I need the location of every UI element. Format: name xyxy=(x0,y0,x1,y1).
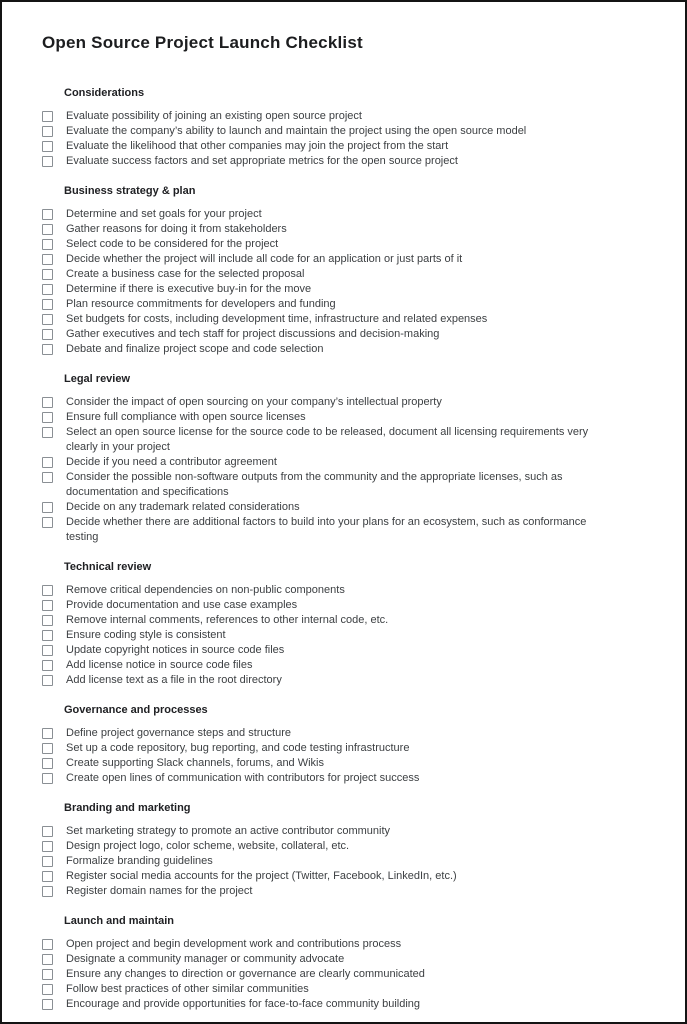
checklist-item-label: Set up a code repository, bug reporting, and code testing infrastructure xyxy=(66,742,410,754)
checklist-item-label: Open project and begin development work and contributions process xyxy=(66,938,402,950)
checklist-item xyxy=(42,124,621,139)
checklist-item xyxy=(42,139,621,154)
checkbox[interactable] xyxy=(42,856,53,867)
checkbox[interactable] xyxy=(42,615,53,626)
checklist-item-label: Determine if there is executive buy-in for the move xyxy=(66,283,312,295)
checklist-item xyxy=(42,297,621,312)
checklist-section xyxy=(42,802,621,899)
checklist-item-label: Ensure any changes to direction or governance are clearly communicated xyxy=(66,968,425,980)
checklist-item xyxy=(42,824,621,839)
checkbox[interactable] xyxy=(42,344,53,355)
checkbox[interactable] xyxy=(42,517,53,528)
checklist-item-label: Consider the possible non-software outputs from the community and the appropriate licenses, such as documentation and specifications xyxy=(66,471,563,498)
checkbox[interactable] xyxy=(42,969,53,980)
checkbox[interactable] xyxy=(42,743,53,754)
checklist-item xyxy=(42,613,621,628)
checkbox[interactable] xyxy=(42,412,53,423)
checklist-item xyxy=(42,937,621,952)
checkbox[interactable] xyxy=(42,224,53,235)
checklist-item-label: Decide whether there are additional factors to build into your plans for an ecosystem, such as conformance testing xyxy=(66,516,587,543)
checkbox[interactable] xyxy=(42,728,53,739)
checklist-item xyxy=(42,327,621,342)
checklist-item-label: Follow best practices of other similar communities xyxy=(66,983,309,995)
checkbox[interactable] xyxy=(42,630,53,641)
checklist-item xyxy=(42,982,621,997)
checkbox[interactable] xyxy=(42,314,53,325)
checkbox[interactable] xyxy=(42,841,53,852)
checklist-item xyxy=(42,207,621,222)
checklist-item-label: Create open lines of communication with contributors for project success xyxy=(66,772,420,784)
checklist-section xyxy=(42,561,621,688)
checklist-item-label: Evaluate the likelihood that other companies may join the project from the start xyxy=(66,140,449,152)
checklist-item-label: Create a business case for the selected proposal xyxy=(66,268,305,280)
checklist-item-label: Register social media accounts for the project (Twitter, Facebook, LinkedIn, etc.) xyxy=(66,870,457,882)
checklist-section xyxy=(42,87,621,169)
checkbox[interactable] xyxy=(42,645,53,656)
checklist-item-label: Ensure coding style is consistent xyxy=(66,629,226,641)
checkbox[interactable] xyxy=(42,826,53,837)
section-heading: Technical review xyxy=(64,561,152,573)
checklist-item xyxy=(42,312,621,327)
checklist-item-label: Determine and set goals for your project xyxy=(66,208,262,220)
checkbox[interactable] xyxy=(42,886,53,897)
checklist-item-label: Evaluate success factors and set appropriate metrics for the open source project xyxy=(66,155,458,167)
checklist-item-label: Evaluate the company’s ability to launch and maintain the project using the open source model xyxy=(66,125,527,137)
checkbox[interactable] xyxy=(42,126,53,137)
checklist-item xyxy=(42,884,621,899)
checklist-item-label: Decide if you need a contributor agreement xyxy=(66,456,277,468)
checkbox[interactable] xyxy=(42,457,53,468)
checklist-item-label: Debate and finalize project scope and code selection xyxy=(66,343,324,355)
checkbox[interactable] xyxy=(42,871,53,882)
checklist-item-label: Set marketing strategy to promote an active contributor community xyxy=(66,825,391,837)
checklist-item xyxy=(42,154,621,169)
section-heading: Legal review xyxy=(64,373,131,385)
section-heading: Launch and maintain xyxy=(64,915,175,927)
checklist-item xyxy=(42,583,621,598)
checklist-item-label: Select code to be considered for the project xyxy=(66,238,279,250)
checklist-item xyxy=(42,741,621,756)
checklist-item xyxy=(42,628,621,643)
checklist-item-label: Design project logo, color scheme, website, collateral, etc. xyxy=(66,840,350,852)
checklist-item xyxy=(42,771,621,786)
section-heading: Governance and processes xyxy=(64,704,208,716)
checkbox[interactable] xyxy=(42,984,53,995)
page-title: Open Source Project Launch Checklist xyxy=(42,33,363,52)
checklist-item-label: Gather executives and tech staff for project discussions and decision-making xyxy=(66,328,440,340)
checklist-item-label: Decide on any trademark related considerations xyxy=(66,501,300,513)
checklist-item xyxy=(42,869,621,884)
checklist-item-label: Ensure full compliance with open source licenses xyxy=(66,411,306,423)
checklist-item xyxy=(42,515,621,545)
checklist-item xyxy=(42,726,621,741)
checklist-item-label: Formalize branding guidelines xyxy=(66,855,213,867)
checklist-item xyxy=(42,222,621,237)
checklist-item-label: Register domain names for the project xyxy=(66,885,253,897)
checkbox[interactable] xyxy=(42,758,53,769)
checklist-item xyxy=(42,756,621,771)
checkbox[interactable] xyxy=(42,773,53,784)
checklist-item xyxy=(42,839,621,854)
checklist-item-label: Remove internal comments, references to other internal code, etc. xyxy=(66,614,389,626)
section-heading: Branding and marketing xyxy=(64,802,191,814)
checklist-item xyxy=(42,658,621,673)
checkbox[interactable] xyxy=(42,502,53,513)
checkbox[interactable] xyxy=(42,397,53,408)
checkbox[interactable] xyxy=(42,472,53,483)
checklist-item-label: Update copyright notices in source code files xyxy=(66,644,285,656)
checkbox[interactable] xyxy=(42,585,53,596)
checklist-item xyxy=(42,854,621,869)
checklist-item-label: Encourage and provide opportunities for face-to-face community building xyxy=(66,998,421,1010)
checkbox[interactable] xyxy=(42,299,53,310)
checklist-item xyxy=(42,967,621,982)
checkbox[interactable] xyxy=(42,209,53,220)
checkbox[interactable] xyxy=(42,999,53,1010)
checkbox[interactable] xyxy=(42,254,53,265)
checklist-item-label: Select an open source license for the source code to be released, document all licensing requirements very clearly in your project xyxy=(66,426,589,453)
checkbox[interactable] xyxy=(42,675,53,686)
checklist-item-label: Decide whether the project will include all code for an application or just parts of it xyxy=(66,253,463,265)
checklist-item xyxy=(42,997,621,1012)
checklist-sections xyxy=(42,87,621,1012)
checklist-item xyxy=(42,109,621,124)
checklist-section xyxy=(42,704,621,786)
checkbox[interactable] xyxy=(42,329,53,340)
checklist-item xyxy=(42,673,621,688)
checklist-item-label: Designate a community manager or community advocate xyxy=(66,953,345,965)
checkbox[interactable] xyxy=(42,141,53,152)
checkbox[interactable] xyxy=(42,600,53,611)
checklist-section xyxy=(42,373,621,545)
checklist-item xyxy=(42,470,621,500)
checkbox[interactable] xyxy=(42,427,53,438)
checkbox[interactable] xyxy=(42,954,53,965)
checklist-item xyxy=(42,425,621,455)
checklist-section xyxy=(42,915,621,1012)
checklist-item-label: Set budgets for costs, including development time, infrastructure and related expenses xyxy=(66,313,488,325)
section-heading: Business strategy & plan xyxy=(64,185,196,197)
checkbox[interactable] xyxy=(42,284,53,295)
checkbox[interactable] xyxy=(42,156,53,167)
checklist-item xyxy=(42,395,621,410)
checkbox[interactable] xyxy=(42,939,53,950)
checklist-item-label: Add license text as a file in the root directory xyxy=(66,674,282,686)
checkbox[interactable] xyxy=(42,239,53,250)
checklist-item xyxy=(42,267,621,282)
checklist-item-label: Consider the impact of open sourcing on your company’s intellectual property xyxy=(66,396,442,408)
checklist-section xyxy=(42,185,621,357)
checklist-item-label: Provide documentation and use case examples xyxy=(66,599,298,611)
checklist-item xyxy=(42,455,621,470)
checklist-item-label: Create supporting Slack channels, forums, and Wikis xyxy=(66,757,325,769)
checklist-item xyxy=(42,237,621,252)
checklist-item xyxy=(42,952,621,967)
checkbox[interactable] xyxy=(42,111,53,122)
checklist-item xyxy=(42,410,621,425)
checklist-item-label: Plan resource commitments for developers and funding xyxy=(66,298,336,310)
checklist-item-label: Gather reasons for doing it from stakeholders xyxy=(66,223,287,235)
checklist-item-label: Remove critical dependencies on non-public components xyxy=(66,584,345,596)
checkbox[interactable] xyxy=(42,269,53,280)
checklist-item xyxy=(42,252,621,267)
checklist-item-label: Evaluate possibility of joining an existing open source project xyxy=(66,110,362,122)
checkbox[interactable] xyxy=(42,660,53,671)
checklist-item xyxy=(42,282,621,297)
section-heading: Considerations xyxy=(64,87,145,99)
checklist-item xyxy=(42,598,621,613)
checklist-item xyxy=(42,342,621,357)
checklist-item xyxy=(42,500,621,515)
checklist-item-label: Add license notice in source code files xyxy=(66,659,253,671)
checklist-item-label: Define project governance steps and structure xyxy=(66,727,292,739)
checklist-item xyxy=(42,643,621,658)
